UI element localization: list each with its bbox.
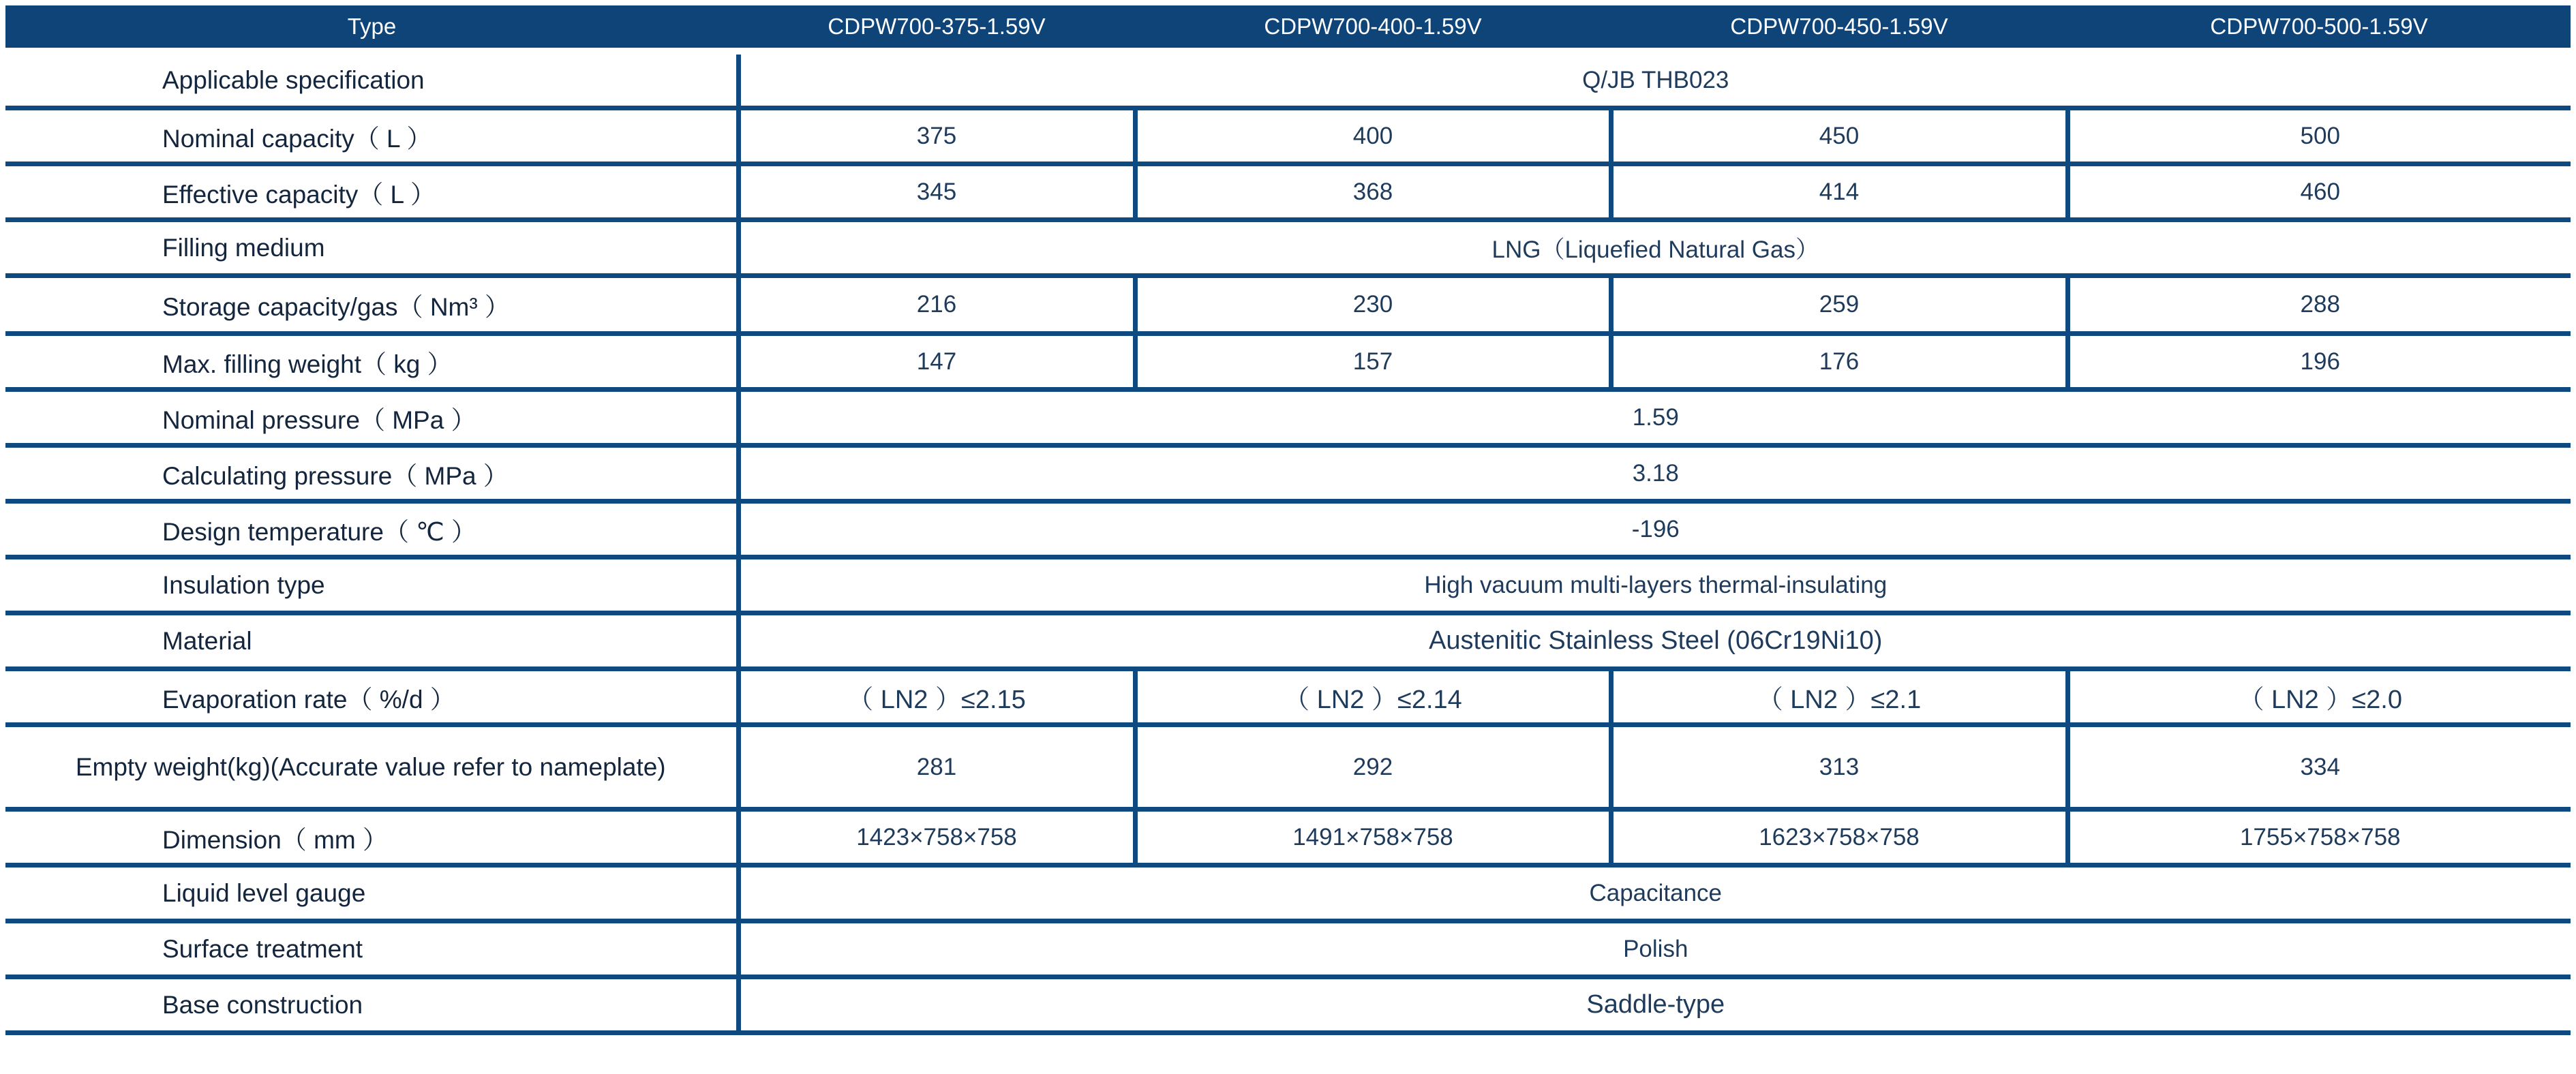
cell-value: 292 — [1135, 725, 1611, 810]
cell-value: 460 — [2067, 164, 2571, 220]
row-label: Applicable specification — [5, 51, 738, 108]
row-label: Max. filling weight（ kg ） — [5, 334, 738, 390]
row-label: Storage capacity/gas（ Nm³ ） — [5, 276, 738, 334]
cell-value: 1423×758×758 — [738, 810, 1135, 865]
row-label: Design temperature（ ℃ ） — [5, 502, 738, 557]
cell-value: （ LN2 ）≤2.15 — [738, 669, 1135, 725]
row-label: Empty weight(kg)(Accurate value refer to nameplate) — [5, 725, 738, 810]
row-label: Insulation type — [5, 557, 738, 613]
spec-sheet — [5, 5, 2571, 1069]
cell-value: 230 — [1135, 276, 1611, 334]
row-label: Base construction — [5, 977, 738, 1033]
cell-value: 1623×758×758 — [1611, 810, 2067, 865]
cell-value: 281 — [738, 725, 1135, 810]
cell-value: 400 — [1135, 108, 1611, 164]
header-model-3: CDPW700-450-1.59V — [1611, 5, 2067, 51]
cell-value: 176 — [1611, 334, 2067, 390]
cell-value: 157 — [1135, 334, 1611, 390]
row-value: Q/JB THB023 — [738, 51, 2571, 108]
header-type-label: Type — [5, 5, 738, 51]
cell-value: 288 — [2067, 276, 2571, 334]
row-label: Dimension（ mm ） — [5, 810, 738, 865]
row-storage-capacity — [5, 276, 2571, 334]
row-label: Filling medium — [5, 220, 738, 276]
row-effective-capacity — [5, 164, 2571, 220]
row-evaporation-rate — [5, 669, 2571, 725]
header-model-4: CDPW700-500-1.59V — [2067, 5, 2571, 51]
cell-value: 368 — [1135, 164, 1611, 220]
row-applicable-specification — [5, 51, 2571, 108]
cell-value: 414 — [1611, 164, 2067, 220]
cell-value: 313 — [1611, 725, 2067, 810]
cell-value: 196 — [2067, 334, 2571, 390]
cell-value: （ LN2 ）≤2.1 — [1611, 669, 2067, 725]
row-value: High vacuum multi-layers thermal-insulating — [738, 557, 2571, 613]
spec-table — [5, 5, 2571, 1035]
row-insulation-type — [5, 557, 2571, 613]
row-label: Calculating pressure（ MPa ） — [5, 446, 738, 502]
row-value: Capacitance — [738, 865, 2571, 921]
header-row — [5, 5, 2571, 51]
cell-value: 216 — [738, 276, 1135, 334]
row-empty-weight — [5, 725, 2571, 810]
row-label: Effective capacity（ L ） — [5, 164, 738, 220]
cell-value: 259 — [1611, 276, 2067, 334]
cell-value: 1491×758×758 — [1135, 810, 1611, 865]
row-material — [5, 613, 2571, 669]
row-dimension — [5, 810, 2571, 865]
row-calculating-pressure — [5, 446, 2571, 502]
row-value: 1.59 — [738, 390, 2571, 446]
cell-value: （ LN2 ）≤2.0 — [2067, 669, 2571, 725]
row-label: Nominal capacity（ L ） — [5, 108, 738, 164]
row-label: Evaporation rate（ %/d ） — [5, 669, 738, 725]
row-value: Austenitic Stainless Steel (06Cr19Ni10) — [738, 613, 2571, 669]
cell-value: 345 — [738, 164, 1135, 220]
cell-value: 1755×758×758 — [2067, 810, 2571, 865]
cell-value: 500 — [2067, 108, 2571, 164]
cell-value: 450 — [1611, 108, 2067, 164]
row-label: Material — [5, 613, 738, 669]
row-value: Saddle-type — [738, 977, 2571, 1033]
cell-value: 334 — [2067, 725, 2571, 810]
cell-value: 375 — [738, 108, 1135, 164]
row-design-temperature — [5, 502, 2571, 557]
row-liquid-level-gauge — [5, 865, 2571, 921]
row-surface-treatment — [5, 921, 2571, 977]
row-base-construction — [5, 977, 2571, 1033]
cell-value: 147 — [738, 334, 1135, 390]
row-value: Polish — [738, 921, 2571, 977]
row-filling-medium — [5, 220, 2571, 276]
cell-value: （ LN2 ）≤2.14 — [1135, 669, 1611, 725]
row-label: Surface treatment — [5, 921, 738, 977]
row-max-filling-weight — [5, 334, 2571, 390]
row-value: 3.18 — [738, 446, 2571, 502]
row-value: -196 — [738, 502, 2571, 557]
row-label: Liquid level gauge — [5, 865, 738, 921]
header-model-1: CDPW700-375-1.59V — [738, 5, 1135, 51]
header-model-2: CDPW700-400-1.59V — [1135, 5, 1611, 51]
row-value: LNG（Liquefied Natural Gas） — [738, 220, 2571, 276]
row-nominal-pressure — [5, 390, 2571, 446]
row-nominal-capacity — [5, 108, 2571, 164]
row-label: Nominal pressure（ MPa ） — [5, 390, 738, 446]
